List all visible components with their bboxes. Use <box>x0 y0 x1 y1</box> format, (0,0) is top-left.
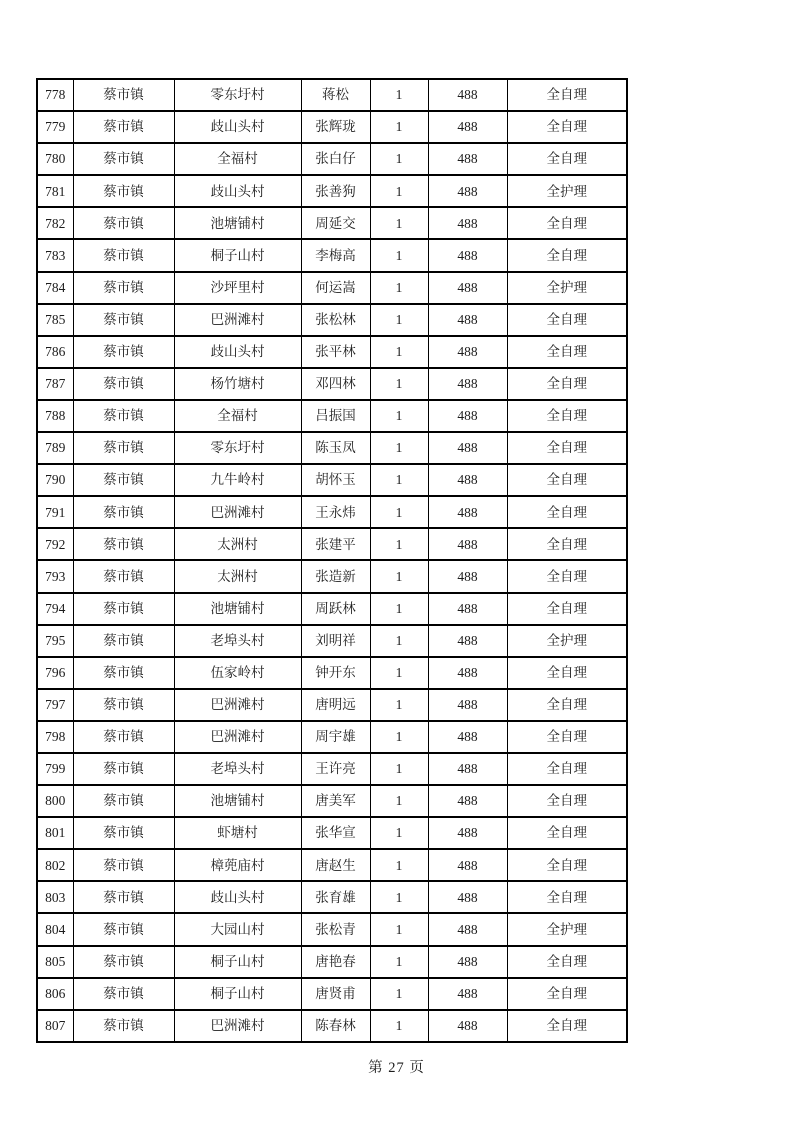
cell-town: 蔡市镇 <box>73 721 174 753</box>
cell-amount: 488 <box>428 689 507 721</box>
cell-person: 张造新 <box>301 560 370 592</box>
cell-care: 全自理 <box>507 111 627 143</box>
cell-care: 全自理 <box>507 528 627 560</box>
cell-person: 唐美军 <box>301 785 370 817</box>
cell-seq: 801 <box>37 817 73 849</box>
cell-care: 全自理 <box>507 785 627 817</box>
cell-amount: 488 <box>428 304 507 336</box>
cell-amount: 488 <box>428 432 507 464</box>
cell-count: 1 <box>370 721 428 753</box>
table-row <box>37 1010 627 1042</box>
table-row <box>37 464 627 496</box>
cell-amount: 488 <box>428 913 507 945</box>
cell-count: 1 <box>370 111 428 143</box>
table-row <box>37 913 627 945</box>
table-row <box>37 657 627 689</box>
cell-seq: 781 <box>37 175 73 207</box>
cell-village: 巴洲滩村 <box>174 1010 301 1042</box>
cell-seq: 797 <box>37 689 73 721</box>
cell-count: 1 <box>370 657 428 689</box>
cell-town: 蔡市镇 <box>73 239 174 271</box>
cell-amount: 488 <box>428 496 507 528</box>
cell-person: 张松林 <box>301 304 370 336</box>
cell-count: 1 <box>370 336 428 368</box>
table-row <box>37 175 627 207</box>
table-row <box>37 753 627 785</box>
cell-seq: 786 <box>37 336 73 368</box>
cell-village: 太洲村 <box>174 560 301 592</box>
cell-town: 蔡市镇 <box>73 1010 174 1042</box>
cell-care: 全自理 <box>507 657 627 689</box>
cell-seq: 793 <box>37 560 73 592</box>
cell-seq: 794 <box>37 593 73 625</box>
cell-person: 张白仔 <box>301 143 370 175</box>
cell-village: 巴洲滩村 <box>174 496 301 528</box>
cell-care: 全自理 <box>507 79 627 111</box>
cell-village: 伍家岭村 <box>174 657 301 689</box>
cell-person: 张松青 <box>301 913 370 945</box>
cell-person: 钟开东 <box>301 657 370 689</box>
cell-seq: 788 <box>37 400 73 432</box>
cell-village: 歧山头村 <box>174 111 301 143</box>
cell-seq: 792 <box>37 528 73 560</box>
cell-amount: 488 <box>428 207 507 239</box>
cell-town: 蔡市镇 <box>73 849 174 881</box>
cell-seq: 806 <box>37 978 73 1010</box>
cell-count: 1 <box>370 560 428 592</box>
cell-person: 吕振国 <box>301 400 370 432</box>
table-row <box>37 336 627 368</box>
cell-person: 陈春林 <box>301 1010 370 1042</box>
cell-village: 歧山头村 <box>174 881 301 913</box>
cell-amount: 488 <box>428 143 507 175</box>
cell-town: 蔡市镇 <box>73 560 174 592</box>
cell-person: 周延交 <box>301 207 370 239</box>
cell-town: 蔡市镇 <box>73 336 174 368</box>
cell-count: 1 <box>370 207 428 239</box>
cell-count: 1 <box>370 753 428 785</box>
cell-care: 全自理 <box>507 207 627 239</box>
cell-count: 1 <box>370 175 428 207</box>
cell-count: 1 <box>370 528 428 560</box>
cell-care: 全自理 <box>507 368 627 400</box>
cell-village: 桐子山村 <box>174 946 301 978</box>
cell-count: 1 <box>370 913 428 945</box>
cell-town: 蔡市镇 <box>73 272 174 304</box>
cell-seq: 780 <box>37 143 73 175</box>
cell-count: 1 <box>370 849 428 881</box>
cell-count: 1 <box>370 143 428 175</box>
cell-amount: 488 <box>428 368 507 400</box>
table-row <box>37 207 627 239</box>
cell-care: 全自理 <box>507 143 627 175</box>
cell-amount: 488 <box>428 721 507 753</box>
cell-village: 池塘铺村 <box>174 785 301 817</box>
cell-person: 唐贤甫 <box>301 978 370 1010</box>
cell-amount: 488 <box>428 239 507 271</box>
cell-seq: 799 <box>37 753 73 785</box>
cell-town: 蔡市镇 <box>73 593 174 625</box>
cell-seq: 800 <box>37 785 73 817</box>
cell-village: 池塘铺村 <box>174 593 301 625</box>
cell-person: 周跃林 <box>301 593 370 625</box>
cell-village: 樟蔸庙村 <box>174 849 301 881</box>
cell-seq: 779 <box>37 111 73 143</box>
cell-village: 桐子山村 <box>174 978 301 1010</box>
cell-village: 老埠头村 <box>174 625 301 657</box>
cell-town: 蔡市镇 <box>73 175 174 207</box>
cell-care: 全护理 <box>507 625 627 657</box>
cell-person: 刘明祥 <box>301 625 370 657</box>
cell-amount: 488 <box>428 978 507 1010</box>
cell-count: 1 <box>370 239 428 271</box>
cell-town: 蔡市镇 <box>73 881 174 913</box>
cell-village: 全福村 <box>174 400 301 432</box>
cell-seq: 791 <box>37 496 73 528</box>
cell-village: 巴洲滩村 <box>174 304 301 336</box>
cell-count: 1 <box>370 432 428 464</box>
cell-care: 全自理 <box>507 817 627 849</box>
cell-town: 蔡市镇 <box>73 143 174 175</box>
cell-count: 1 <box>370 689 428 721</box>
cell-town: 蔡市镇 <box>73 464 174 496</box>
cell-amount: 488 <box>428 528 507 560</box>
cell-count: 1 <box>370 464 428 496</box>
table-row <box>37 400 627 432</box>
cell-count: 1 <box>370 817 428 849</box>
cell-village: 老埠头村 <box>174 753 301 785</box>
table-row <box>37 111 627 143</box>
cell-person: 张平林 <box>301 336 370 368</box>
table-row <box>37 528 627 560</box>
cell-care: 全自理 <box>507 400 627 432</box>
cell-amount: 488 <box>428 175 507 207</box>
cell-person: 陈玉凤 <box>301 432 370 464</box>
cell-count: 1 <box>370 946 428 978</box>
cell-count: 1 <box>370 304 428 336</box>
table-row <box>37 946 627 978</box>
cell-town: 蔡市镇 <box>73 400 174 432</box>
cell-amount: 488 <box>428 625 507 657</box>
cell-seq: 778 <box>37 79 73 111</box>
cell-person: 胡怀玉 <box>301 464 370 496</box>
cell-person: 唐明远 <box>301 689 370 721</box>
cell-count: 1 <box>370 272 428 304</box>
cell-care: 全自理 <box>507 946 627 978</box>
table-row <box>37 143 627 175</box>
cell-amount: 488 <box>428 272 507 304</box>
cell-count: 1 <box>370 1010 428 1042</box>
cell-count: 1 <box>370 881 428 913</box>
table-row <box>37 978 627 1010</box>
cell-person: 唐艳春 <box>301 946 370 978</box>
cell-amount: 488 <box>428 1010 507 1042</box>
cell-amount: 488 <box>428 881 507 913</box>
table-row <box>37 593 627 625</box>
cell-village: 桐子山村 <box>174 239 301 271</box>
cell-village: 大园山村 <box>174 913 301 945</box>
cell-amount: 488 <box>428 785 507 817</box>
cell-village: 歧山头村 <box>174 175 301 207</box>
cell-care: 全自理 <box>507 239 627 271</box>
cell-amount: 488 <box>428 336 507 368</box>
cell-village: 零东圩村 <box>174 79 301 111</box>
cell-person: 张华宣 <box>301 817 370 849</box>
cell-village: 巴洲滩村 <box>174 689 301 721</box>
table-row <box>37 239 627 271</box>
cell-town: 蔡市镇 <box>73 528 174 560</box>
cell-person: 张建平 <box>301 528 370 560</box>
cell-care: 全自理 <box>507 593 627 625</box>
cell-amount: 488 <box>428 849 507 881</box>
cell-village: 九牛岭村 <box>174 464 301 496</box>
cell-amount: 488 <box>428 111 507 143</box>
cell-seq: 795 <box>37 625 73 657</box>
cell-count: 1 <box>370 79 428 111</box>
cell-amount: 488 <box>428 753 507 785</box>
cell-town: 蔡市镇 <box>73 785 174 817</box>
cell-town: 蔡市镇 <box>73 753 174 785</box>
beneficiary-table <box>36 78 628 1043</box>
table-row <box>37 272 627 304</box>
cell-town: 蔡市镇 <box>73 978 174 1010</box>
cell-care: 全自理 <box>507 721 627 753</box>
cell-care: 全护理 <box>507 913 627 945</box>
cell-care: 全自理 <box>507 464 627 496</box>
cell-town: 蔡市镇 <box>73 207 174 239</box>
cell-count: 1 <box>370 368 428 400</box>
cell-amount: 488 <box>428 464 507 496</box>
cell-town: 蔡市镇 <box>73 913 174 945</box>
cell-seq: 798 <box>37 721 73 753</box>
page-number: 第 27 页 <box>368 1060 425 1076</box>
cell-person: 邓四林 <box>301 368 370 400</box>
cell-seq: 785 <box>37 304 73 336</box>
cell-village: 虾塘村 <box>174 817 301 849</box>
table-row <box>37 689 627 721</box>
cell-village: 全福村 <box>174 143 301 175</box>
cell-care: 全自理 <box>507 689 627 721</box>
cell-person: 张善狗 <box>301 175 370 207</box>
cell-village: 杨竹塘村 <box>174 368 301 400</box>
cell-town: 蔡市镇 <box>73 689 174 721</box>
cell-care: 全护理 <box>507 175 627 207</box>
cell-person: 唐赵生 <box>301 849 370 881</box>
cell-care: 全自理 <box>507 753 627 785</box>
table-row <box>37 79 627 111</box>
cell-town: 蔡市镇 <box>73 304 174 336</box>
cell-person: 张育雄 <box>301 881 370 913</box>
cell-care: 全自理 <box>507 978 627 1010</box>
table-row <box>37 560 627 592</box>
cell-amount: 488 <box>428 400 507 432</box>
cell-person: 张辉珑 <box>301 111 370 143</box>
cell-village: 零东圩村 <box>174 432 301 464</box>
cell-village: 沙坪里村 <box>174 272 301 304</box>
table-row <box>37 368 627 400</box>
cell-amount: 488 <box>428 946 507 978</box>
cell-care: 全自理 <box>507 304 627 336</box>
cell-amount: 488 <box>428 817 507 849</box>
cell-care: 全自理 <box>507 881 627 913</box>
table-row <box>37 432 627 464</box>
cell-seq: 804 <box>37 913 73 945</box>
cell-seq: 807 <box>37 1010 73 1042</box>
cell-person: 李梅高 <box>301 239 370 271</box>
cell-town: 蔡市镇 <box>73 496 174 528</box>
cell-seq: 805 <box>37 946 73 978</box>
cell-care: 全自理 <box>507 849 627 881</box>
table-row <box>37 881 627 913</box>
cell-person: 王许亮 <box>301 753 370 785</box>
cell-count: 1 <box>370 400 428 432</box>
cell-village: 歧山头村 <box>174 336 301 368</box>
cell-amount: 488 <box>428 593 507 625</box>
cell-count: 1 <box>370 978 428 1010</box>
cell-amount: 488 <box>428 79 507 111</box>
cell-town: 蔡市镇 <box>73 432 174 464</box>
cell-seq: 802 <box>37 849 73 881</box>
cell-town: 蔡市镇 <box>73 946 174 978</box>
cell-town: 蔡市镇 <box>73 657 174 689</box>
cell-village: 太洲村 <box>174 528 301 560</box>
table-row <box>37 625 627 657</box>
table-row <box>37 304 627 336</box>
cell-count: 1 <box>370 593 428 625</box>
cell-care: 全自理 <box>507 336 627 368</box>
cell-care: 全自理 <box>507 432 627 464</box>
cell-amount: 488 <box>428 657 507 689</box>
table-row <box>37 785 627 817</box>
cell-person: 蒋松 <box>301 79 370 111</box>
table-row <box>37 496 627 528</box>
cell-village: 巴洲滩村 <box>174 721 301 753</box>
cell-count: 1 <box>370 496 428 528</box>
cell-seq: 790 <box>37 464 73 496</box>
cell-person: 周宇雄 <box>301 721 370 753</box>
cell-care: 全自理 <box>507 496 627 528</box>
cell-care: 全自理 <box>507 1010 627 1042</box>
cell-town: 蔡市镇 <box>73 79 174 111</box>
cell-village: 池塘铺村 <box>174 207 301 239</box>
cell-seq: 789 <box>37 432 73 464</box>
cell-count: 1 <box>370 625 428 657</box>
table-row <box>37 817 627 849</box>
cell-town: 蔡市镇 <box>73 111 174 143</box>
cell-town: 蔡市镇 <box>73 368 174 400</box>
cell-seq: 803 <box>37 881 73 913</box>
cell-town: 蔡市镇 <box>73 817 174 849</box>
cell-care: 全护理 <box>507 272 627 304</box>
cell-town: 蔡市镇 <box>73 625 174 657</box>
cell-person: 何运嵩 <box>301 272 370 304</box>
cell-seq: 783 <box>37 239 73 271</box>
cell-seq: 784 <box>37 272 73 304</box>
cell-amount: 488 <box>428 560 507 592</box>
table-row <box>37 721 627 753</box>
cell-seq: 796 <box>37 657 73 689</box>
cell-seq: 787 <box>37 368 73 400</box>
cell-seq: 782 <box>37 207 73 239</box>
cell-count: 1 <box>370 785 428 817</box>
cell-person: 王永炜 <box>301 496 370 528</box>
table-row <box>37 849 627 881</box>
cell-care: 全自理 <box>507 560 627 592</box>
